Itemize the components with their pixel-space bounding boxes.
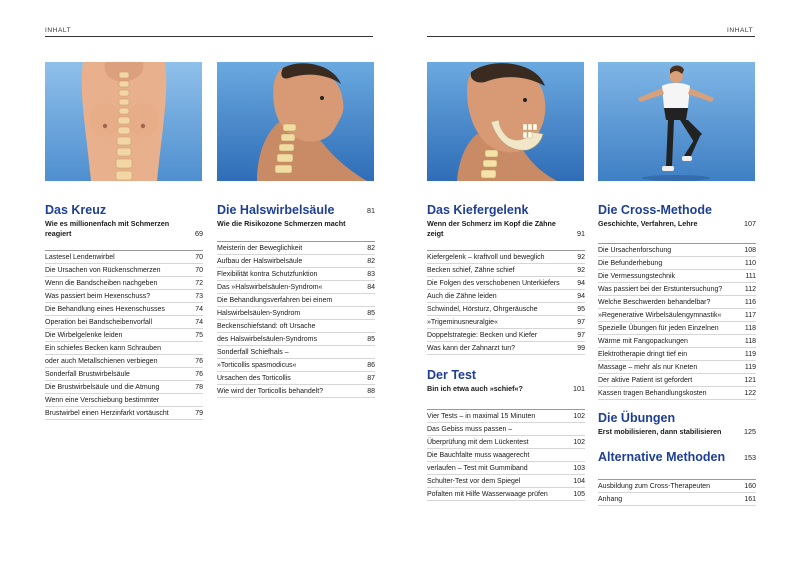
- toc-entry[interactable]: [217, 255, 375, 268]
- entry-page: 82: [367, 258, 375, 265]
- entry-text: oder auch Metallschienen verbiegen: [45, 358, 158, 365]
- toc-entry[interactable]: [598, 283, 756, 296]
- entry-page: 86: [367, 362, 375, 369]
- entry-page: 84: [367, 284, 375, 291]
- entry-text: Aufbau der Halswirbelsäule: [217, 258, 303, 265]
- toc-list-test: [427, 410, 585, 501]
- toc-entry[interactable]: [598, 257, 756, 270]
- toc-entry[interactable]: [45, 355, 203, 368]
- entry-text: Sonderfall Brustwirbelsäule: [45, 371, 130, 378]
- subtitle-text: Wenn der Schmerz im Kopf die Zähne zeigt: [427, 219, 556, 238]
- toc-entry[interactable]: [427, 449, 585, 462]
- entry-page: 97: [577, 332, 585, 339]
- toc-list-cross: [598, 244, 756, 400]
- toc-entry[interactable]: [217, 359, 375, 372]
- toc-section-kiefer: [427, 202, 585, 501]
- section-subtitle-hals: [217, 219, 375, 229]
- toc-entry[interactable]: [217, 320, 375, 333]
- toc-entry[interactable]: [427, 277, 585, 290]
- toc-entry[interactable]: [45, 394, 203, 407]
- entry-page: 160: [744, 483, 756, 490]
- entry-text: Brustwirbel einen Herzinfarkt vortäuscht: [45, 410, 169, 417]
- toc-entry[interactable]: [598, 296, 756, 309]
- entry-page: 73: [195, 293, 203, 300]
- entry-page: 104: [573, 478, 585, 485]
- entry-page: 70: [195, 254, 203, 261]
- entry-text: »Trigeminusneuralgie«: [427, 319, 498, 326]
- toc-entry[interactable]: [45, 316, 203, 329]
- entry-page: 74: [195, 319, 203, 326]
- neck-cervical-spine-photo: [217, 62, 374, 181]
- toc-entry[interactable]: [598, 361, 756, 374]
- entry-text: Das »Halswirbelsäulen-Syndrom«: [217, 284, 323, 291]
- entry-page: 161: [744, 496, 756, 503]
- entry-page: 72: [195, 280, 203, 287]
- entry-page: 95: [577, 306, 585, 313]
- entry-text: Kassen tragen Behandlungskosten: [598, 390, 707, 397]
- entry-text: Die Folgen des verschobenen Unterkiefers: [427, 280, 560, 287]
- section-title-test: Der Test: [427, 368, 477, 382]
- entry-page: 102: [573, 413, 585, 420]
- toc-entry[interactable]: [45, 381, 203, 394]
- toc-entry[interactable]: [598, 480, 756, 493]
- entry-text: Halswirbelsäulen-Syndrom: [217, 310, 301, 317]
- entry-text: Die Bauchfalte muss waagerecht: [427, 452, 530, 459]
- toc-entry[interactable]: [45, 290, 203, 303]
- toc-list-hals: [217, 242, 375, 398]
- toc-section-kreuz: [45, 202, 203, 420]
- entry-page: 108: [744, 247, 756, 254]
- toc-entry[interactable]: [427, 303, 585, 316]
- entry-page: 117: [744, 312, 756, 319]
- toc-entry[interactable]: [217, 385, 375, 398]
- jaw-joint-photo: [427, 62, 584, 181]
- entry-text: verlaufen – Test mit Gummiband: [427, 465, 528, 472]
- entry-text: Doppelstrategie: Becken und Kiefer: [427, 332, 538, 339]
- entry-page: 116: [744, 299, 756, 306]
- toc-list-alternative: [598, 480, 756, 506]
- entry-page: 99: [577, 345, 585, 352]
- toc-entry[interactable]: [45, 264, 203, 277]
- page-header-left: INHALT: [45, 27, 72, 34]
- subtitle-page: 69: [195, 229, 203, 238]
- entry-text: Was kann der Zahnarzt tun?: [427, 345, 516, 352]
- toc-entry[interactable]: [217, 242, 375, 255]
- subtitle-page: 125: [744, 427, 756, 436]
- title-page: 153: [744, 453, 756, 462]
- toc-entry[interactable]: [598, 387, 756, 400]
- subtitle-page: 91: [577, 229, 585, 238]
- entry-page: 118: [744, 325, 756, 332]
- toc-entry[interactable]: [45, 407, 203, 420]
- toc-entry[interactable]: [217, 346, 375, 359]
- entry-page: 122: [744, 390, 756, 397]
- entry-page: 118: [744, 338, 756, 345]
- toc-entry[interactable]: [45, 303, 203, 316]
- toc-entry[interactable]: [427, 436, 585, 449]
- subtitle-text: Wie es millionenfach mit Schmerzen reagiert: [45, 219, 170, 238]
- entry-text: Was passiert beim Hexenschuss?: [45, 293, 151, 300]
- entry-text: Die Wirbelgelenke leiden: [45, 332, 123, 339]
- toc-entry[interactable]: [45, 251, 203, 264]
- entry-text: Becken schief, Zähne schief: [427, 267, 515, 274]
- entry-page: 94: [577, 280, 585, 287]
- entry-text: Die Befunderhebung: [598, 260, 663, 267]
- toc-entry[interactable]: [427, 290, 585, 303]
- title-page: 81: [367, 206, 375, 215]
- entry-text: Schwindel, Hörsturz, Ohrgeräusche: [427, 306, 538, 313]
- entry-page: 70: [195, 267, 203, 274]
- subtitle-text: Erst mobilisieren, dann stabilisieren: [598, 427, 722, 436]
- toc-list-kiefer: [427, 251, 585, 355]
- toc-entry[interactable]: [598, 309, 756, 322]
- toc-section-cross: [598, 202, 756, 506]
- entry-text: Ein schiefes Becken kann Schrauben: [45, 345, 161, 352]
- page-header-right: INHALT: [727, 27, 754, 34]
- entry-text: Wärme mit Fangopackungen: [598, 338, 688, 345]
- entry-page: 119: [744, 351, 756, 358]
- entry-page: 76: [195, 358, 203, 365]
- entry-page: 85: [367, 336, 375, 343]
- toc-entry[interactable]: [45, 342, 203, 355]
- section-subtitle-cross: [598, 219, 756, 229]
- entry-text: Welche Beschwerden behandelbar?: [598, 299, 711, 306]
- entry-text: Die Behandlungsverfahren bei einem: [217, 297, 333, 304]
- entry-text: Sonderfall Schiefhals –: [217, 349, 289, 356]
- toc-entry[interactable]: [598, 348, 756, 361]
- toc-section-hals: [217, 202, 375, 398]
- toc-entry[interactable]: [427, 342, 585, 355]
- entry-page: 110: [744, 260, 756, 267]
- toc-entry[interactable]: [598, 493, 756, 506]
- subtitle-text: Geschichte, Verfahren, Lehre: [598, 219, 698, 228]
- header-rule-left: [45, 36, 373, 37]
- section-subtitle-test: [427, 384, 585, 394]
- toc-entry[interactable]: [45, 368, 203, 381]
- toc-entry[interactable]: [427, 410, 585, 423]
- entry-text: Flexibilität kontra Schutzfunktion: [217, 271, 318, 278]
- entry-page: 121: [744, 377, 756, 384]
- toc-entry[interactable]: [427, 462, 585, 475]
- entry-text: des Halswirbelsäulen-Syndroms: [217, 336, 317, 343]
- entry-page: 103: [573, 465, 585, 472]
- section-title-uebungen: Die Übungen: [598, 411, 676, 425]
- toc-entry[interactable]: [598, 244, 756, 257]
- entry-page: 75: [195, 332, 203, 339]
- entry-text: Der aktive Patient ist gefordert: [598, 377, 693, 384]
- entry-text: Operation bei Bandscheibenvorfall: [45, 319, 153, 326]
- toc-entry[interactable]: [217, 333, 375, 346]
- subtitle-text: Bin ich etwa auch »schief«?: [427, 384, 523, 393]
- entry-page: 79: [195, 410, 203, 417]
- entry-page: 85: [367, 310, 375, 317]
- entry-text: Beckenschiefstand: oft Ursache: [217, 323, 316, 330]
- entry-page: 83: [367, 271, 375, 278]
- toc-entry[interactable]: [427, 475, 585, 488]
- entry-page: 112: [744, 286, 756, 293]
- section-title-cross: Die Cross-Methode: [598, 203, 712, 217]
- section-title-hals: [217, 202, 375, 219]
- entry-text: Die Ursachenforschung: [598, 247, 672, 254]
- torso-spine-photo: [45, 62, 202, 181]
- entry-text: Was passiert bei der Erstuntersuchung?: [598, 286, 723, 293]
- section-subtitle-uebungen: [598, 427, 756, 437]
- entry-text: Schulter-Test vor dem Spiegel: [427, 478, 521, 485]
- entry-text: Auch die Zähne leiden: [427, 293, 497, 300]
- entry-text: Wenn die Bandscheiben nachgeben: [45, 280, 158, 287]
- title-text: Alternative Methoden: [598, 450, 726, 464]
- entry-text: Lastesel Lendenwirbel: [45, 254, 115, 261]
- entry-text: Kiefergelenk – kraftvoll und beweglich: [427, 254, 545, 261]
- toc-entry[interactable]: [45, 277, 203, 290]
- entry-page: 97: [577, 319, 585, 326]
- entry-text: Die Ursachen von Rückenschmerzen: [45, 267, 161, 274]
- toc-entry[interactable]: [427, 423, 585, 436]
- entry-text: Ausbildung zum Cross-Therapeuten: [598, 483, 711, 490]
- entry-page: 119: [744, 364, 756, 371]
- entry-page: 78: [195, 384, 203, 391]
- entry-page: 82: [367, 245, 375, 252]
- toc-entry[interactable]: [598, 322, 756, 335]
- entry-text: Die Vermessungstechnik: [598, 273, 676, 280]
- entry-text: »Torticollis spasmodicus«: [217, 362, 297, 369]
- toc-entry[interactable]: [217, 268, 375, 281]
- section-title-alternative: [598, 449, 756, 466]
- entry-text: Elektrotherapie dringt tief ein: [598, 351, 688, 358]
- entry-text: Die Behandlung eines Hexenschusses: [45, 306, 165, 313]
- woman-exercise-photo: [598, 62, 755, 181]
- entry-page: 111: [745, 273, 756, 280]
- entry-page: 102: [573, 439, 585, 446]
- entry-page: 94: [577, 293, 585, 300]
- entry-text: Die Brustwirbelsäule und die Atmung: [45, 384, 160, 391]
- entry-text: Spezielle Übungen für jeden Einzelnen: [598, 325, 719, 332]
- entry-text: Anhang: [598, 496, 623, 503]
- entry-page: 92: [577, 267, 585, 274]
- toc-entry[interactable]: [217, 372, 375, 385]
- subtitle-page: 107: [744, 219, 756, 228]
- subtitle-text: Wie die Risikozone Schmerzen macht: [217, 219, 346, 228]
- section-title-kiefer: Das Kiefergelenk: [427, 203, 529, 217]
- entry-page: 87: [367, 375, 375, 382]
- entry-page: 76: [195, 371, 203, 378]
- entry-text: Massage – mehr als nur Kneten: [598, 364, 698, 371]
- section-title-kreuz: Das Kreuz: [45, 203, 107, 217]
- toc-entry[interactable]: [45, 329, 203, 342]
- entry-page: 92: [577, 254, 585, 261]
- entry-text: Das Gebiss muss passen –: [427, 426, 513, 433]
- entry-text: Ursachen des Torticollis: [217, 375, 291, 382]
- entry-page: 105: [573, 491, 585, 498]
- entry-text: »Regenerative Wirbelsäulengymnastik«: [598, 312, 722, 319]
- entry-text: Meisterin der Beweglichkeit: [217, 245, 303, 252]
- header-rule-right: [427, 36, 755, 37]
- toc-entry[interactable]: [427, 251, 585, 264]
- entry-page: 74: [195, 306, 203, 313]
- entry-text: Wenn eine Verschiebung bestimmter: [45, 397, 160, 404]
- toc-entry[interactable]: [217, 307, 375, 320]
- toc-entry[interactable]: [598, 374, 756, 387]
- toc-entry[interactable]: [598, 270, 756, 283]
- toc-entry[interactable]: [427, 264, 585, 277]
- title-text: Die Halswirbelsäule: [217, 203, 335, 217]
- toc-entry[interactable]: [427, 488, 585, 501]
- toc-entry[interactable]: [217, 294, 375, 307]
- section-subtitle-kreuz: [45, 219, 203, 239]
- section-subtitle-kiefer: [427, 219, 585, 239]
- entry-text: Überprüfung mit dem Lückentest: [427, 439, 529, 446]
- subtitle-page: 101: [573, 384, 585, 393]
- entry-text: Wie wird der Torticollis behandelt?: [217, 388, 324, 395]
- entry-page: 88: [367, 388, 375, 395]
- toc-entry[interactable]: [427, 316, 585, 329]
- toc-entry[interactable]: [427, 329, 585, 342]
- toc-entry[interactable]: [598, 335, 756, 348]
- entry-text: Pofalten mit Hilfe Wasserwaage prüfen: [427, 491, 548, 498]
- toc-entry[interactable]: [217, 281, 375, 294]
- toc-list-kreuz: [45, 251, 203, 420]
- entry-text: Vier Tests – in maximal 15 Minuten: [427, 413, 536, 420]
